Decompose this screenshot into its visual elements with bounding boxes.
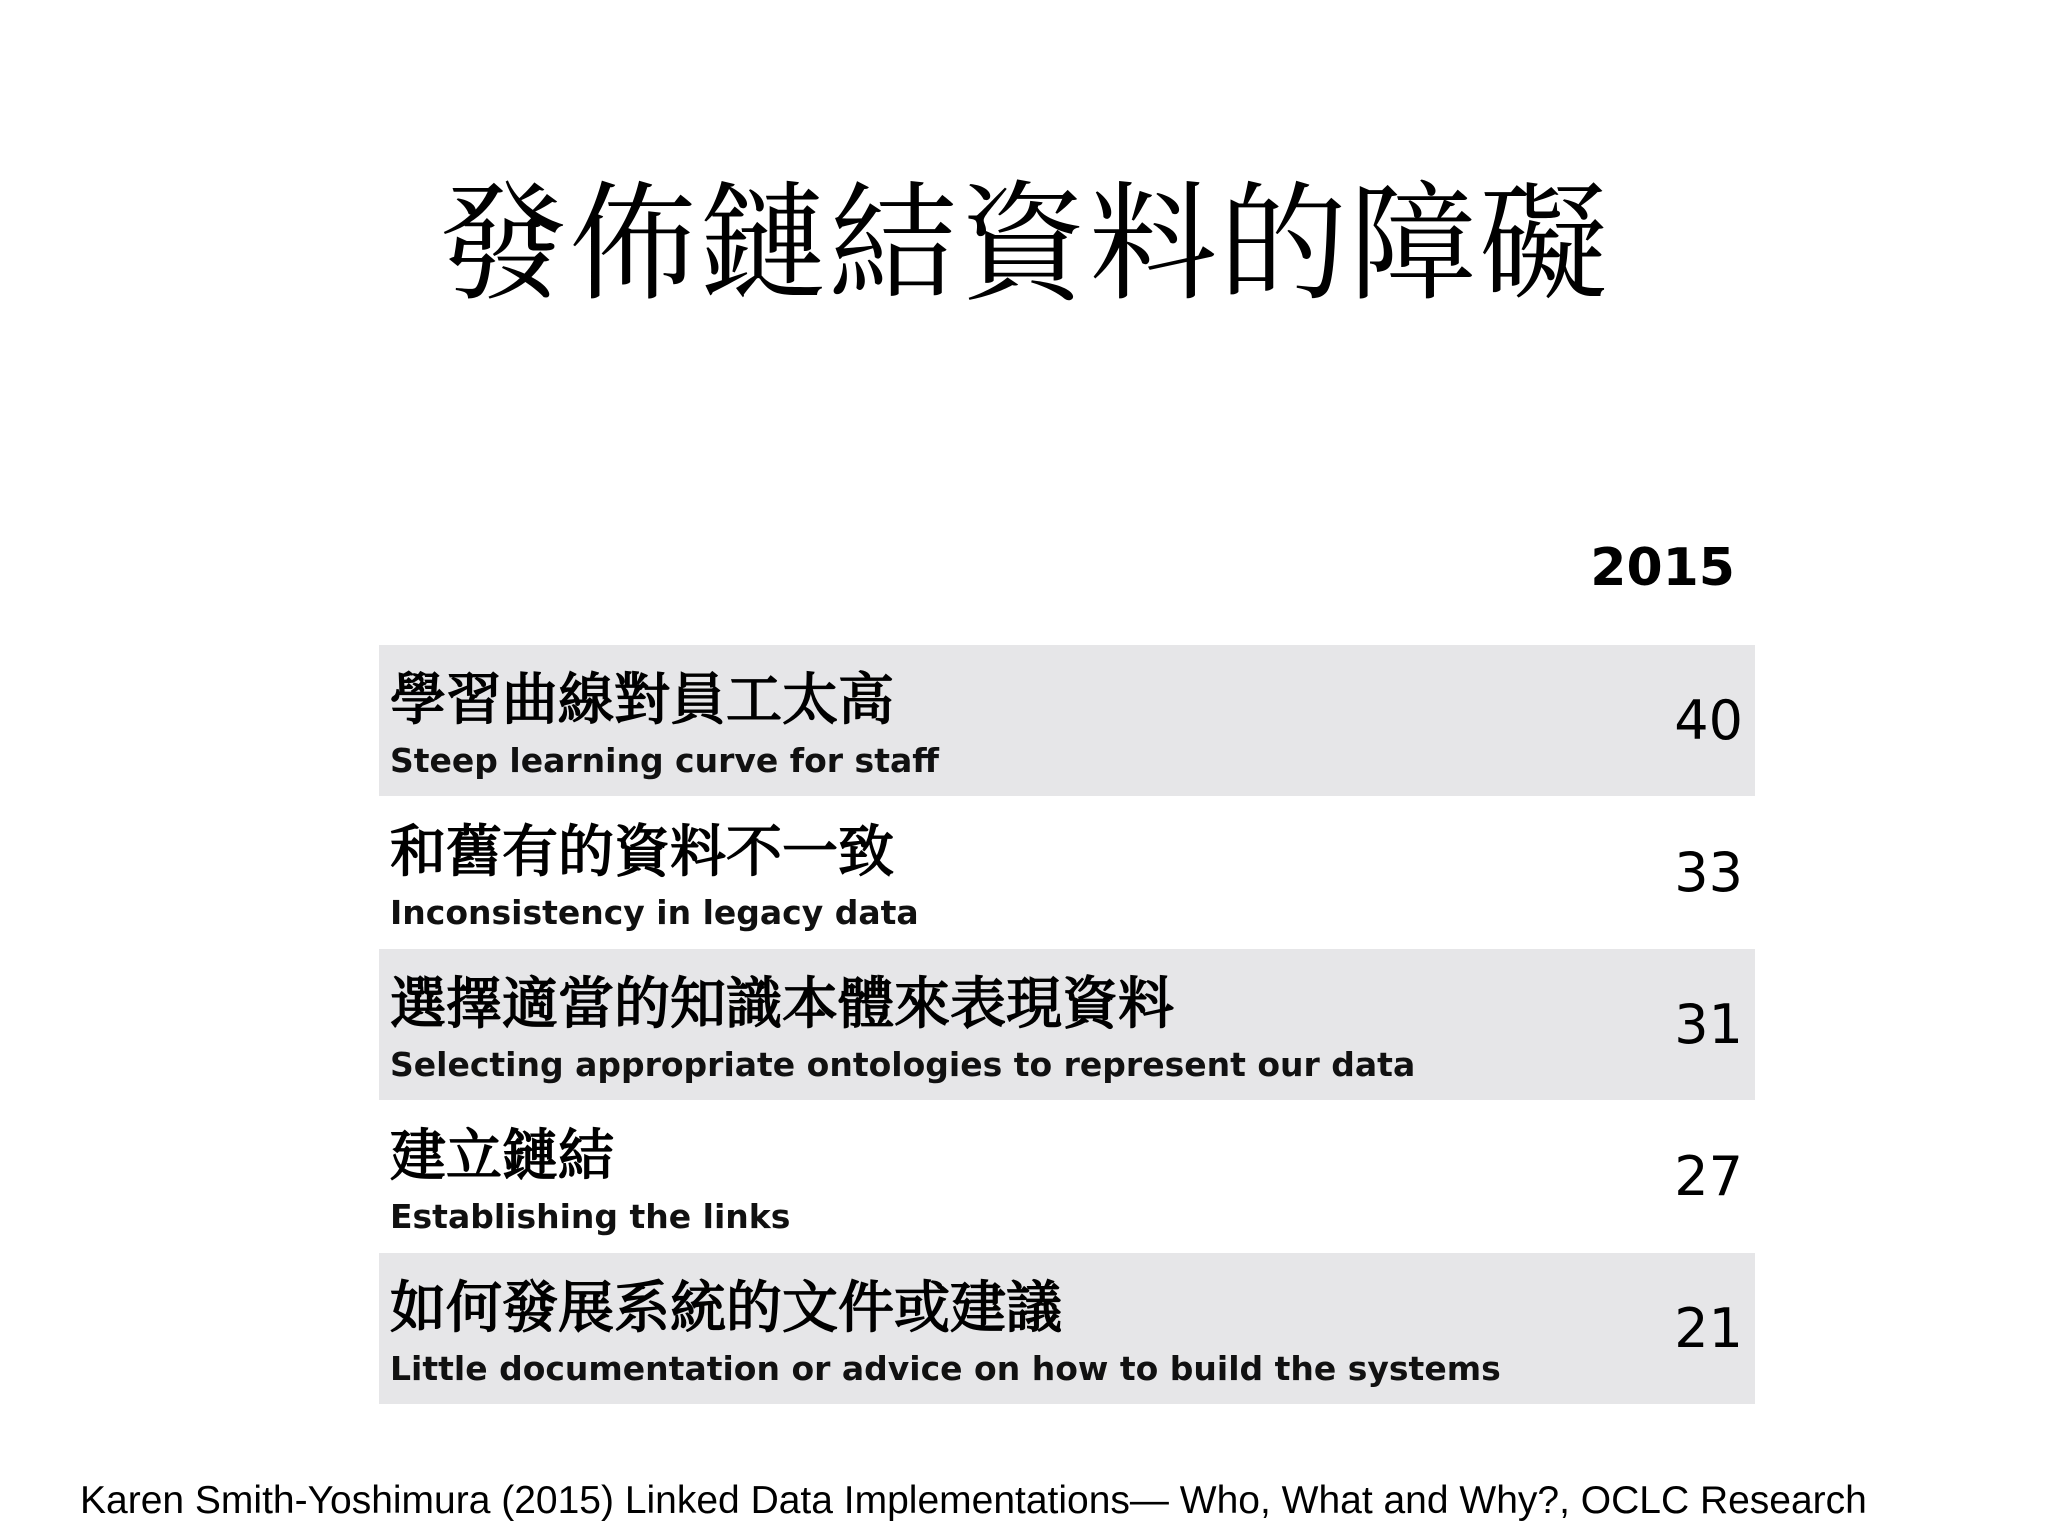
table-row (379, 645, 1755, 797)
row-value: 33 (1674, 841, 1743, 904)
source-citation: Karen Smith-Yoshimura (2015) Linked Data Implementations— Who, What and Why?, OCLC Research (80, 1479, 1867, 1522)
row-label-en: Little documentation or advice on how to build the systems (390, 1349, 1501, 1388)
table-row (379, 797, 1755, 949)
row-label-zh: 如何發展系統的文件或建議 (390, 1276, 1062, 1341)
row-value: 31 (1674, 993, 1743, 1056)
row-label-en: Steep learning curve for staff (390, 741, 939, 780)
row-label-zh: 建立鏈結 (390, 1124, 614, 1189)
row-value: 21 (1674, 1297, 1743, 1360)
table-row (379, 1253, 1755, 1405)
row-label-en: Establishing the links (390, 1197, 791, 1236)
table-row (379, 949, 1755, 1101)
table-row (379, 1101, 1755, 1253)
row-label-en: Selecting appropriate ontologies to represent our data (390, 1045, 1416, 1084)
row-value: 27 (1674, 1145, 1743, 1208)
barriers-table (379, 645, 1755, 1405)
slide-title: 發佈鏈結資料的障礙 (438, 170, 1609, 319)
row-value: 40 (1674, 689, 1743, 752)
row-label-en: Inconsistency in legacy data (390, 893, 919, 932)
row-label-zh: 學習曲線對員工太高 (390, 668, 894, 733)
year-column-header: 2015 (1590, 538, 1735, 598)
row-label-zh: 選擇適當的知識本體來表現資料 (390, 972, 1174, 1037)
row-label-zh: 和舊有的資料不一致 (390, 820, 894, 885)
